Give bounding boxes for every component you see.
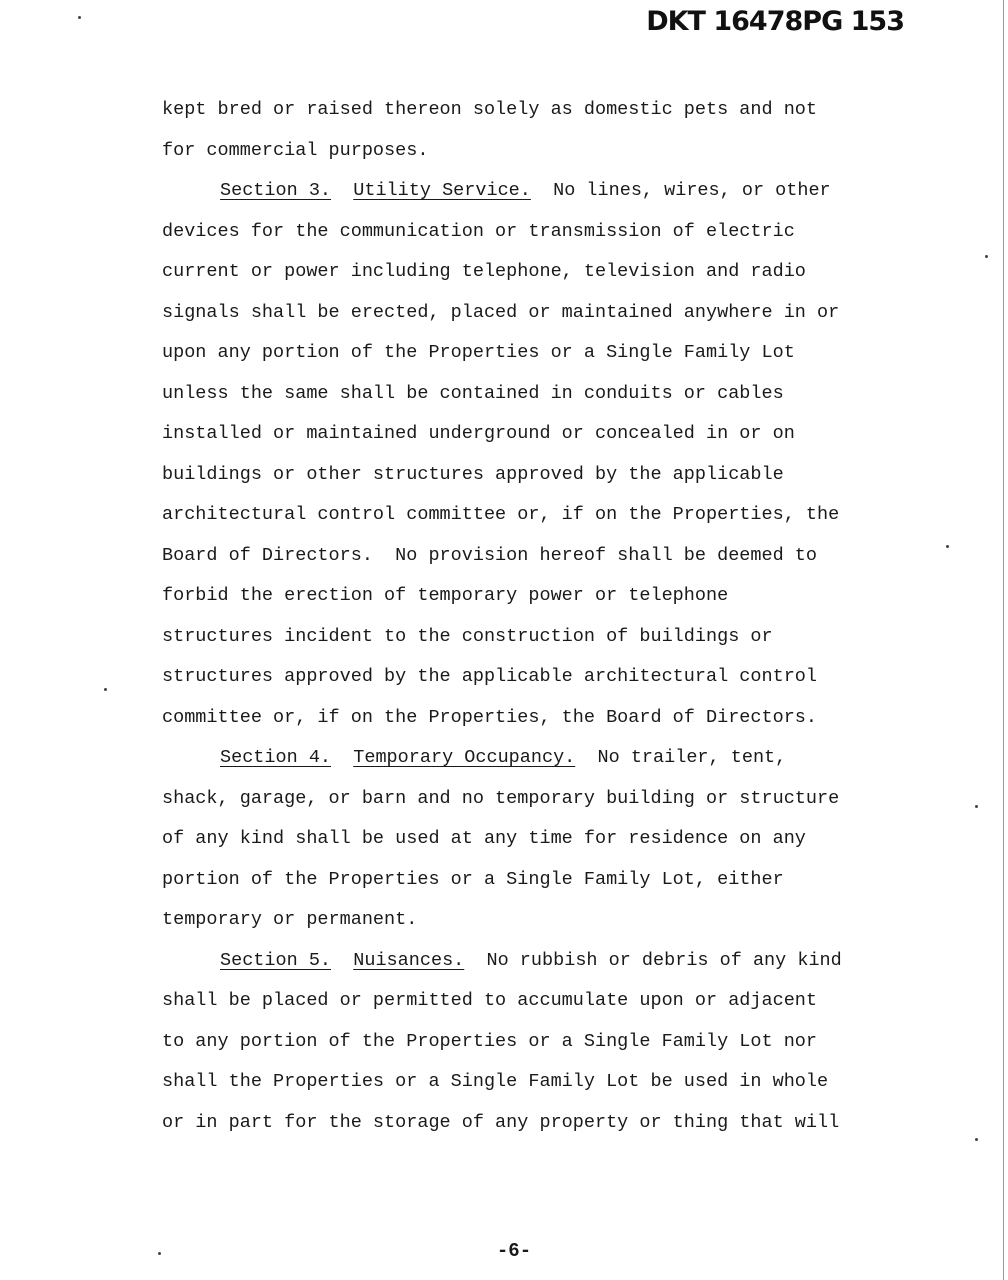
scan-speck	[975, 805, 978, 808]
text-line: for commercial purposes.	[162, 139, 429, 161]
section-3-label: Section 3.	[220, 180, 332, 201]
section-4-first-line	[162, 738, 922, 779]
section-3-heading: Utility Service.	[353, 180, 531, 201]
text-line: committee or, if on the Properties, the Board of Directors.	[162, 706, 818, 728]
text-line: architectural control committee or, if on the Properties, the	[162, 504, 840, 525]
recording-stamp: DKT 16478PG 153	[646, 6, 904, 37]
text-line: shall the Properties or a Single Family Lot be used in whole	[162, 1071, 829, 1092]
section-4-heading: Temporary Occupancy.	[353, 747, 576, 768]
text-line: shack, garage, or barn and no temporary building or structure	[162, 787, 840, 809]
section-5-label: Section 5.	[220, 949, 332, 971]
text-line: upon any portion of the Properties or a Single Family Lot	[162, 342, 795, 363]
scan-speck	[104, 688, 107, 691]
text-line: forbid the erection of temporary power or telephone	[162, 585, 729, 606]
section-5-text: No rubbish or debris of any kind	[486, 949, 842, 971]
section-3-first-line	[162, 171, 922, 212]
scan-edge-line	[1003, 0, 1004, 1280]
text-line: to any portion of the Properties or a Single Family Lot nor	[162, 1030, 818, 1052]
text-line: Board of Directors. No provision hereof shall be deemed to	[162, 544, 818, 566]
text-line: shall be placed or permitted to accumulate upon or adjacent	[162, 990, 818, 1011]
text-line: signals shall be erected, placed or maintained anywhere in or	[162, 301, 840, 323]
section-5-first-line	[162, 941, 922, 982]
text-line: unless the same shall be contained in conduits or cables	[162, 382, 784, 404]
scan-speck	[78, 16, 81, 19]
document-body	[162, 90, 922, 1143]
text-line: current or power including telephone, television and radio	[162, 261, 806, 282]
text-line: installed or maintained underground or concealed in or on	[162, 423, 795, 444]
page-number: -6-	[496, 1240, 532, 1262]
text-line: of any kind shall be used at any time for residence on any	[162, 828, 806, 849]
text-line: kept bred or raised thereon solely as domestic pets and not	[162, 99, 818, 120]
section-5-heading: Nuisances.	[353, 949, 465, 971]
text-line: structures incident to the construction of buildings or	[162, 625, 773, 647]
scan-speck	[985, 255, 988, 258]
text-line: portion of the Properties or a Single Family Lot, either	[162, 868, 784, 890]
scan-speck	[975, 1138, 978, 1141]
text-line: or in part for the storage of any property or thing that will	[162, 1111, 840, 1133]
section-4-text: No trailer, tent,	[597, 747, 787, 768]
scan-speck	[158, 1252, 161, 1255]
section-4-label: Section 4.	[220, 747, 332, 768]
text-line: buildings or other structures approved by the applicable	[162, 463, 784, 485]
section-3-text: No lines, wires, or other	[553, 180, 831, 201]
text-line: devices for the communication or transmission of electric	[162, 220, 795, 242]
scan-speck	[946, 545, 949, 548]
text-line: temporary or permanent.	[162, 909, 418, 930]
text-line: structures approved by the applicable architectural control	[162, 666, 818, 687]
